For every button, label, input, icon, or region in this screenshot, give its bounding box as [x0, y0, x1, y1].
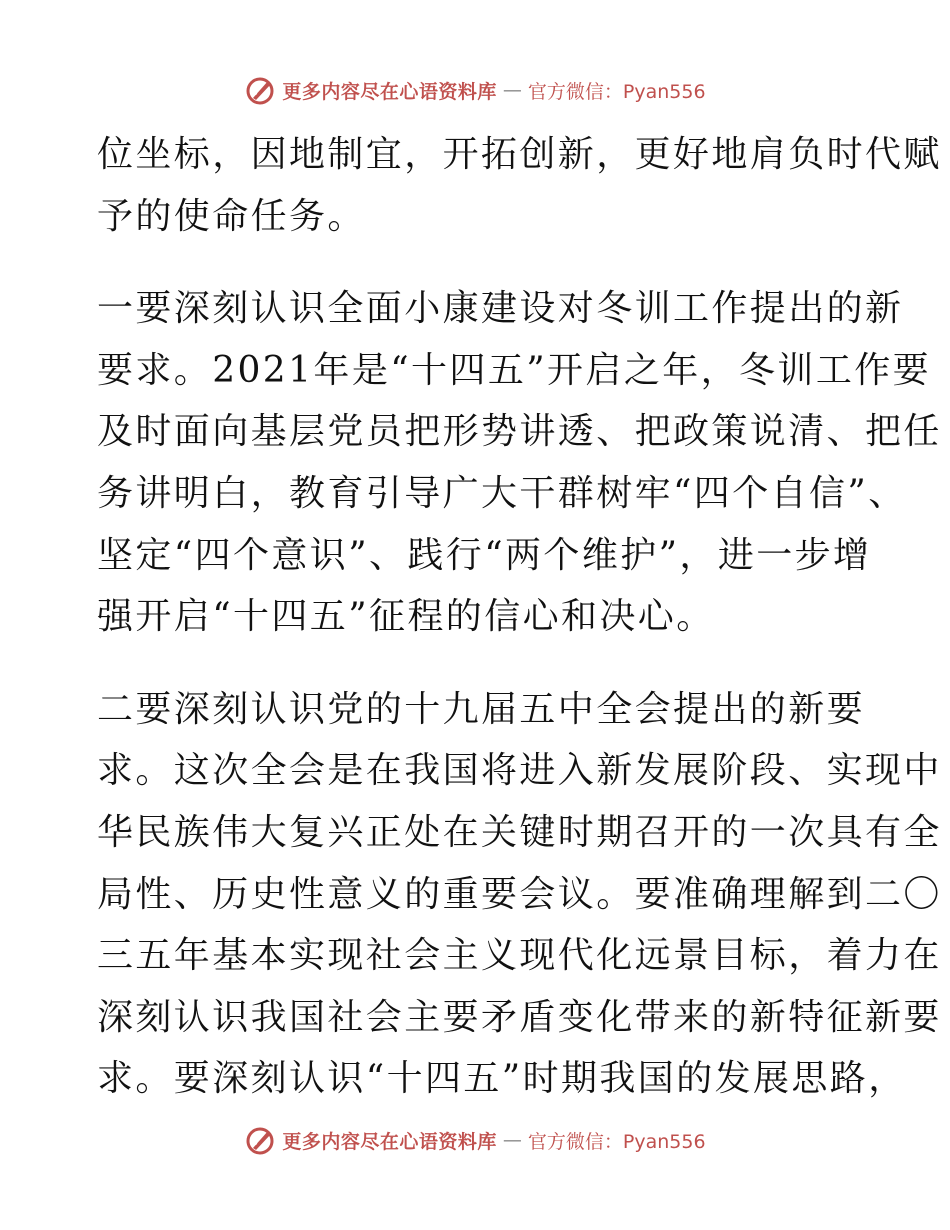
text-line: 要求。2021年是“十四五”开启之年，冬训工作要	[97, 349, 932, 391]
text-line: 一要深刻认识全面小康建设对冬训工作提出的新	[97, 288, 904, 330]
paragraph	[97, 278, 942, 648]
text-line: 及时面向基层党员把形势讲透、把政策说清、把任	[97, 411, 942, 453]
document-body	[97, 124, 942, 1110]
text-line: 求。要深刻认识“十四五”时期我国的发展思路，	[97, 1058, 907, 1100]
watermark-text: 更多内容尽在心语资料库	[282, 80, 497, 103]
text-line: 局性、历史性意义的重要会议。要准确理解到二〇	[97, 873, 942, 915]
footer-watermark	[0, 1120, 950, 1160]
header-watermark	[0, 70, 950, 110]
watermark-dash: —	[502, 79, 522, 101]
text-line: 华民族伟大复兴正处在关键时期召开的一次具有全	[97, 811, 942, 853]
text-line: 坚定“四个意识”、践行“两个维护”，进一步增	[97, 534, 872, 576]
text-line: 予的使命任务。	[97, 195, 366, 237]
ink-brush-logo-icon	[244, 74, 276, 106]
ink-brush-logo-icon	[244, 1124, 276, 1156]
text-line: 位坐标，因地制宜，开拓创新，更好地肩负时代赋	[97, 134, 942, 175]
watermark-wechat: 官方微信：Pyan556	[527, 80, 706, 103]
text-line: 深刻认识我国社会主要矛盾变化带来的新特征新要	[97, 996, 942, 1038]
text-line: 三五年基本实现社会主义现代化远景目标，着力在	[97, 935, 942, 977]
paragraph-gap	[97, 648, 857, 679]
paragraph	[97, 679, 942, 1110]
text-line: 务讲明白，教育引导广大干群树牢“四个自信”、	[97, 472, 907, 514]
paragraph	[97, 124, 942, 247]
watermark-dash: —	[502, 1129, 522, 1151]
text-line: 二要深刻认识党的十九届五中全会提出的新要	[97, 688, 866, 730]
watermark-wechat: 官方微信：Pyan556	[527, 1130, 706, 1153]
watermark-text: 更多内容尽在心语资料库	[282, 1130, 497, 1153]
paragraph-gap	[97, 247, 857, 278]
text-line: 求。这次全会是在我国将进入新发展阶段、实现中	[97, 750, 942, 792]
text-line: 强开启“十四五”征程的信心和决心。	[97, 596, 715, 638]
